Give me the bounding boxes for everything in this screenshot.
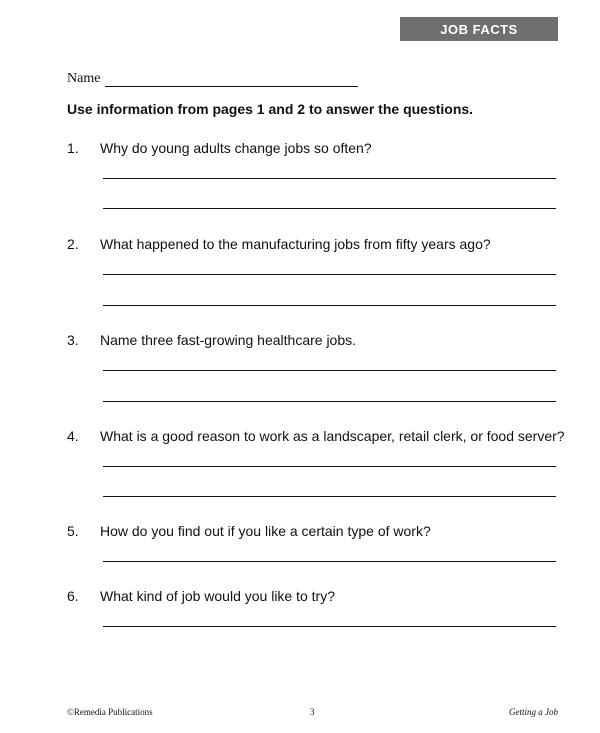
answer-line[interactable]: [103, 626, 556, 627]
question-text: What is a good reason to work as a landscaper, retail clerk, or food server?: [100, 428, 565, 444]
question-number: 2.: [67, 236, 79, 252]
question-6: [67, 588, 335, 604]
section-header: JOB FACTS: [400, 17, 558, 41]
answer-line[interactable]: [103, 305, 556, 306]
question-number: 5.: [67, 523, 79, 539]
answer-line[interactable]: [103, 496, 556, 497]
answer-line[interactable]: [103, 561, 556, 562]
question-text: How do you find out if you like a certain type of work?: [100, 523, 431, 539]
answer-line[interactable]: [103, 401, 556, 402]
name-field[interactable]: [105, 72, 358, 87]
question-number: 3.: [67, 332, 79, 348]
footer-publisher: ©Remedia Publications: [67, 707, 153, 717]
answer-line[interactable]: [103, 274, 556, 275]
answer-line[interactable]: [103, 466, 556, 467]
name-row: [67, 71, 358, 87]
question-text: What happened to the manufacturing jobs from fifty years ago?: [100, 236, 491, 252]
footer-book-title: Getting a Job: [509, 707, 558, 717]
question-1: [67, 140, 372, 156]
question-text: What kind of job would you like to try?: [100, 588, 336, 604]
question-text: Why do young adults change jobs so often?: [100, 140, 372, 156]
question-text: Name three fast-growing healthcare jobs.: [100, 332, 357, 348]
question-number: 4.: [67, 428, 79, 444]
question-3: [67, 332, 356, 348]
instructions: Use information from pages 1 and 2 to answer the questions.: [67, 101, 474, 117]
answer-line[interactable]: [103, 208, 556, 209]
footer-page-number: 3: [310, 707, 315, 717]
name-label: Name: [67, 71, 101, 86]
question-5: [67, 523, 431, 539]
question-number: 1.: [67, 140, 79, 156]
question-2: [67, 236, 491, 252]
answer-line[interactable]: [103, 370, 556, 371]
answer-line[interactable]: [103, 178, 556, 179]
question-4: [67, 428, 565, 444]
question-number: 6.: [67, 588, 79, 604]
